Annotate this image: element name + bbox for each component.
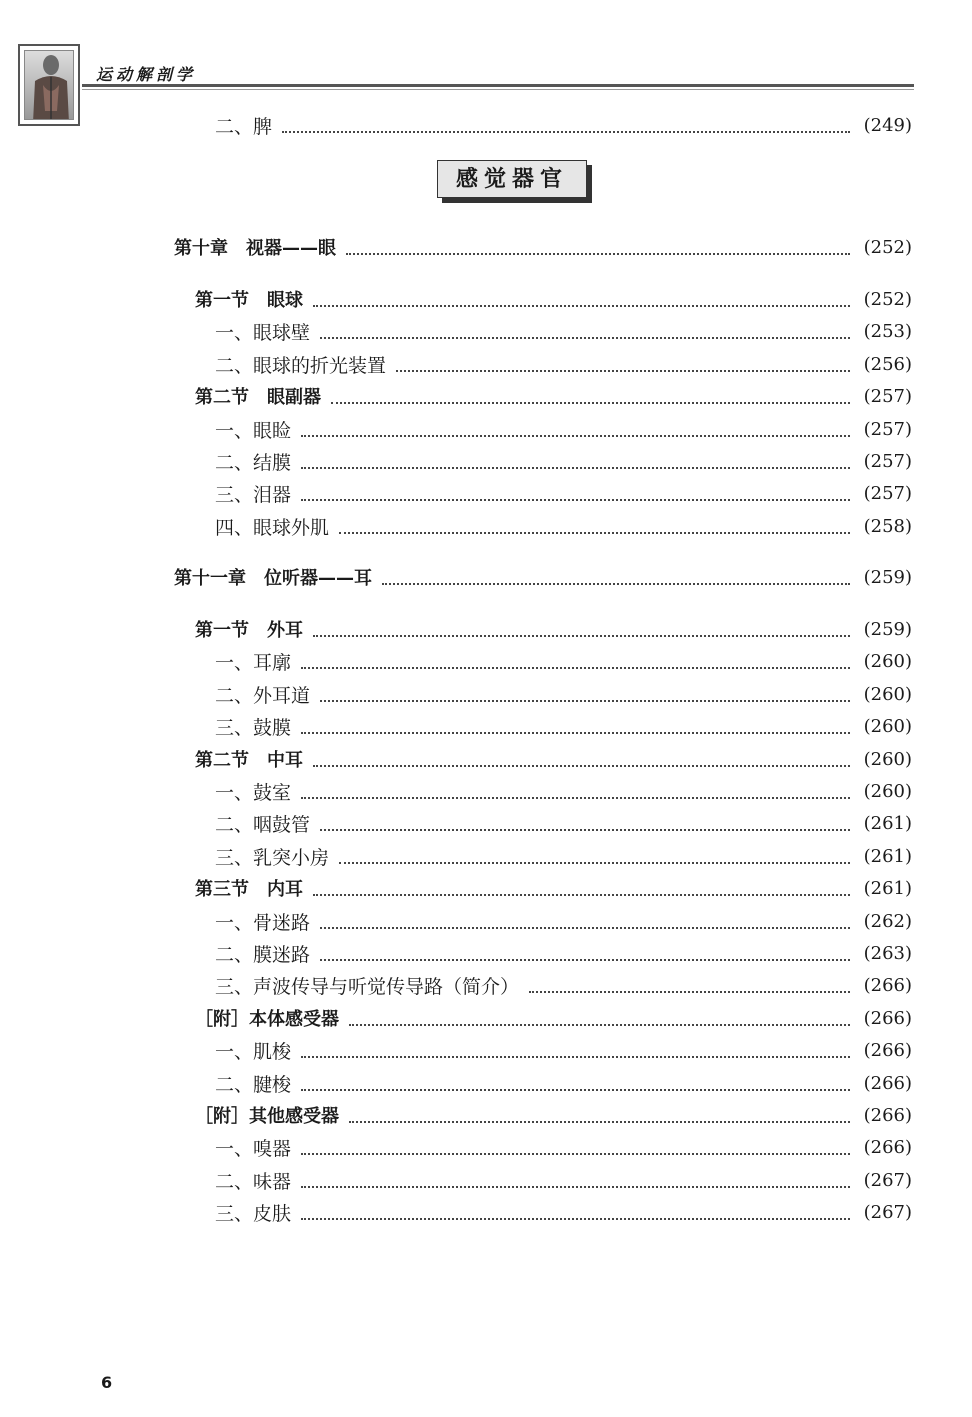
leader-dots	[339, 530, 850, 534]
toc-item-page: (258)	[863, 515, 912, 537]
toc-item-label: 一、眼睑	[215, 419, 292, 442]
toc-item-label: 二、腱梭	[215, 1073, 292, 1096]
toc-item-label: 二、膜迷路	[215, 943, 311, 966]
leader-dots	[301, 465, 850, 469]
toc-item-page: (256)	[863, 353, 912, 375]
toc-item	[215, 1069, 912, 1097]
leader-dots	[313, 303, 850, 307]
leader-dots	[301, 1184, 850, 1188]
toc-item-page: (257)	[863, 418, 912, 440]
leader-dots	[346, 251, 850, 255]
toc-chapter-label: 第十一章 位听器——耳	[174, 568, 372, 589]
toc-item	[215, 1198, 912, 1226]
toc-section-page: (261)	[863, 877, 912, 899]
leader-dots	[529, 989, 850, 993]
toc-section-label: 第一节 外耳	[195, 620, 303, 641]
header-rule-thin	[82, 89, 914, 90]
toc-section-page: (257)	[863, 385, 912, 407]
toc-item-page: (261)	[863, 812, 912, 834]
toc-item-label: 二、结膜	[215, 451, 292, 474]
leader-dots	[301, 730, 850, 734]
toc-item	[215, 971, 912, 999]
part-title: 感觉器官	[437, 160, 587, 198]
toc-item-page: (260)	[863, 780, 912, 802]
toc-section	[195, 1004, 912, 1032]
header-book-title: 运动解剖学	[96, 65, 197, 84]
toc-section-label: ［附］本体感受器	[195, 1009, 339, 1030]
toc-item-label: 一、肌梭	[215, 1040, 292, 1063]
toc-entry-label: 二、脾	[215, 115, 273, 138]
toc-item	[215, 1166, 912, 1194]
leader-dots	[320, 698, 850, 702]
toc-item-label: 一、嗅器	[215, 1137, 292, 1160]
page-number: 6	[101, 1373, 113, 1392]
leader-dots	[301, 433, 850, 437]
toc-item	[215, 712, 912, 740]
toc-item	[215, 1036, 912, 1064]
toc-item	[215, 809, 912, 837]
toc-section	[195, 1101, 912, 1129]
leader-dots	[349, 1119, 850, 1123]
toc-entry-page: (249)	[863, 114, 912, 136]
back-muscles-icon	[25, 51, 74, 120]
toc-section-label: ［附］其他感受器	[195, 1106, 339, 1127]
toc-section-page: (266)	[863, 1104, 912, 1126]
toc-section	[195, 874, 912, 902]
toc-item	[215, 777, 912, 805]
leader-dots	[313, 763, 850, 767]
leader-dots	[301, 1151, 850, 1155]
toc-item-label: 四、眼球外肌	[215, 516, 330, 539]
toc-item-label: 二、眼球的折光装置	[215, 354, 387, 377]
toc-item-page: (267)	[863, 1169, 912, 1191]
toc-item	[215, 447, 912, 475]
toc-section	[195, 745, 912, 773]
leader-dots	[313, 633, 850, 637]
toc-item	[215, 680, 912, 708]
toc-item	[215, 939, 912, 967]
toc-item	[215, 415, 912, 443]
toc-item	[215, 907, 912, 935]
leader-dots	[320, 957, 850, 961]
toc-section-page: (260)	[863, 748, 912, 770]
leader-dots	[396, 368, 850, 372]
toc-section-page: (266)	[863, 1007, 912, 1029]
leader-dots	[301, 665, 850, 669]
leader-dots	[301, 497, 850, 501]
toc-item-page: (266)	[863, 1039, 912, 1061]
toc-item-page: (260)	[863, 683, 912, 705]
toc-item-label: 一、骨迷路	[215, 911, 311, 934]
toc-item-page: (260)	[863, 715, 912, 737]
toc-item	[215, 317, 912, 345]
leader-dots	[320, 827, 850, 831]
toc-item	[215, 647, 912, 675]
toc-entry	[215, 111, 912, 139]
toc-item	[215, 1133, 912, 1161]
toc-section	[195, 285, 912, 313]
toc-item-label: 一、鼓室	[215, 781, 292, 804]
toc-section-label: 第二节 眼副器	[195, 387, 321, 408]
toc-item	[215, 350, 912, 378]
toc-item-label: 一、耳廓	[215, 651, 292, 674]
toc-chapter-page: (252)	[863, 236, 912, 258]
leader-dots	[301, 1087, 850, 1091]
header-anatomy-logo	[18, 44, 80, 126]
toc-section	[195, 382, 912, 410]
leader-dots	[313, 892, 850, 896]
toc-item-label: 二、味器	[215, 1170, 292, 1193]
toc-section-label: 第二节 中耳	[195, 750, 303, 771]
leader-dots	[301, 795, 850, 799]
leader-dots	[382, 581, 850, 585]
toc-item-label: 三、皮肤	[215, 1202, 292, 1225]
toc-chapter	[174, 563, 912, 591]
leader-dots	[301, 1054, 850, 1058]
toc-item-label: 二、咽鼓管	[215, 813, 311, 836]
toc-item-label: 三、鼓膜	[215, 716, 292, 739]
toc-section-label: 第三节 内耳	[195, 879, 303, 900]
toc-item-page: (266)	[863, 1136, 912, 1158]
toc-chapter-page: (259)	[863, 566, 912, 588]
toc-section-label: 第一节 眼球	[195, 290, 303, 311]
toc-item-page: (257)	[863, 450, 912, 472]
leader-dots	[349, 1022, 850, 1026]
toc-item-page: (266)	[863, 1072, 912, 1094]
leader-dots	[339, 860, 850, 864]
toc-item-page: (262)	[863, 910, 912, 932]
toc-item-page: (253)	[863, 320, 912, 342]
toc-item-label: 三、泪器	[215, 483, 292, 506]
toc-item	[215, 512, 912, 540]
toc-chapter-label: 第十章 视器——眼	[174, 238, 336, 259]
toc-section-page: (252)	[863, 288, 912, 310]
toc-item-page: (267)	[863, 1201, 912, 1223]
toc-chapter	[174, 233, 912, 261]
toc-item-page: (261)	[863, 845, 912, 867]
leader-dots	[320, 925, 850, 929]
toc-item-page: (257)	[863, 482, 912, 504]
leader-dots	[282, 129, 850, 133]
toc-item-label: 三、声波传导与听觉传导路（简介）	[215, 975, 520, 998]
toc-item-page: (260)	[863, 650, 912, 672]
leader-dots	[320, 335, 850, 339]
toc-item-label: 二、外耳道	[215, 684, 311, 707]
header-rule	[82, 84, 914, 87]
toc-item-label: 一、眼球壁	[215, 321, 311, 344]
toc-item-page: (263)	[863, 942, 912, 964]
toc-item-label: 三、乳突小房	[215, 846, 330, 869]
leader-dots	[331, 400, 850, 404]
toc-item	[215, 479, 912, 507]
toc-item	[215, 842, 912, 870]
toc-section-page: (259)	[863, 618, 912, 640]
leader-dots	[301, 1216, 850, 1220]
toc-item-page: (266)	[863, 974, 912, 996]
toc-section	[195, 615, 912, 643]
